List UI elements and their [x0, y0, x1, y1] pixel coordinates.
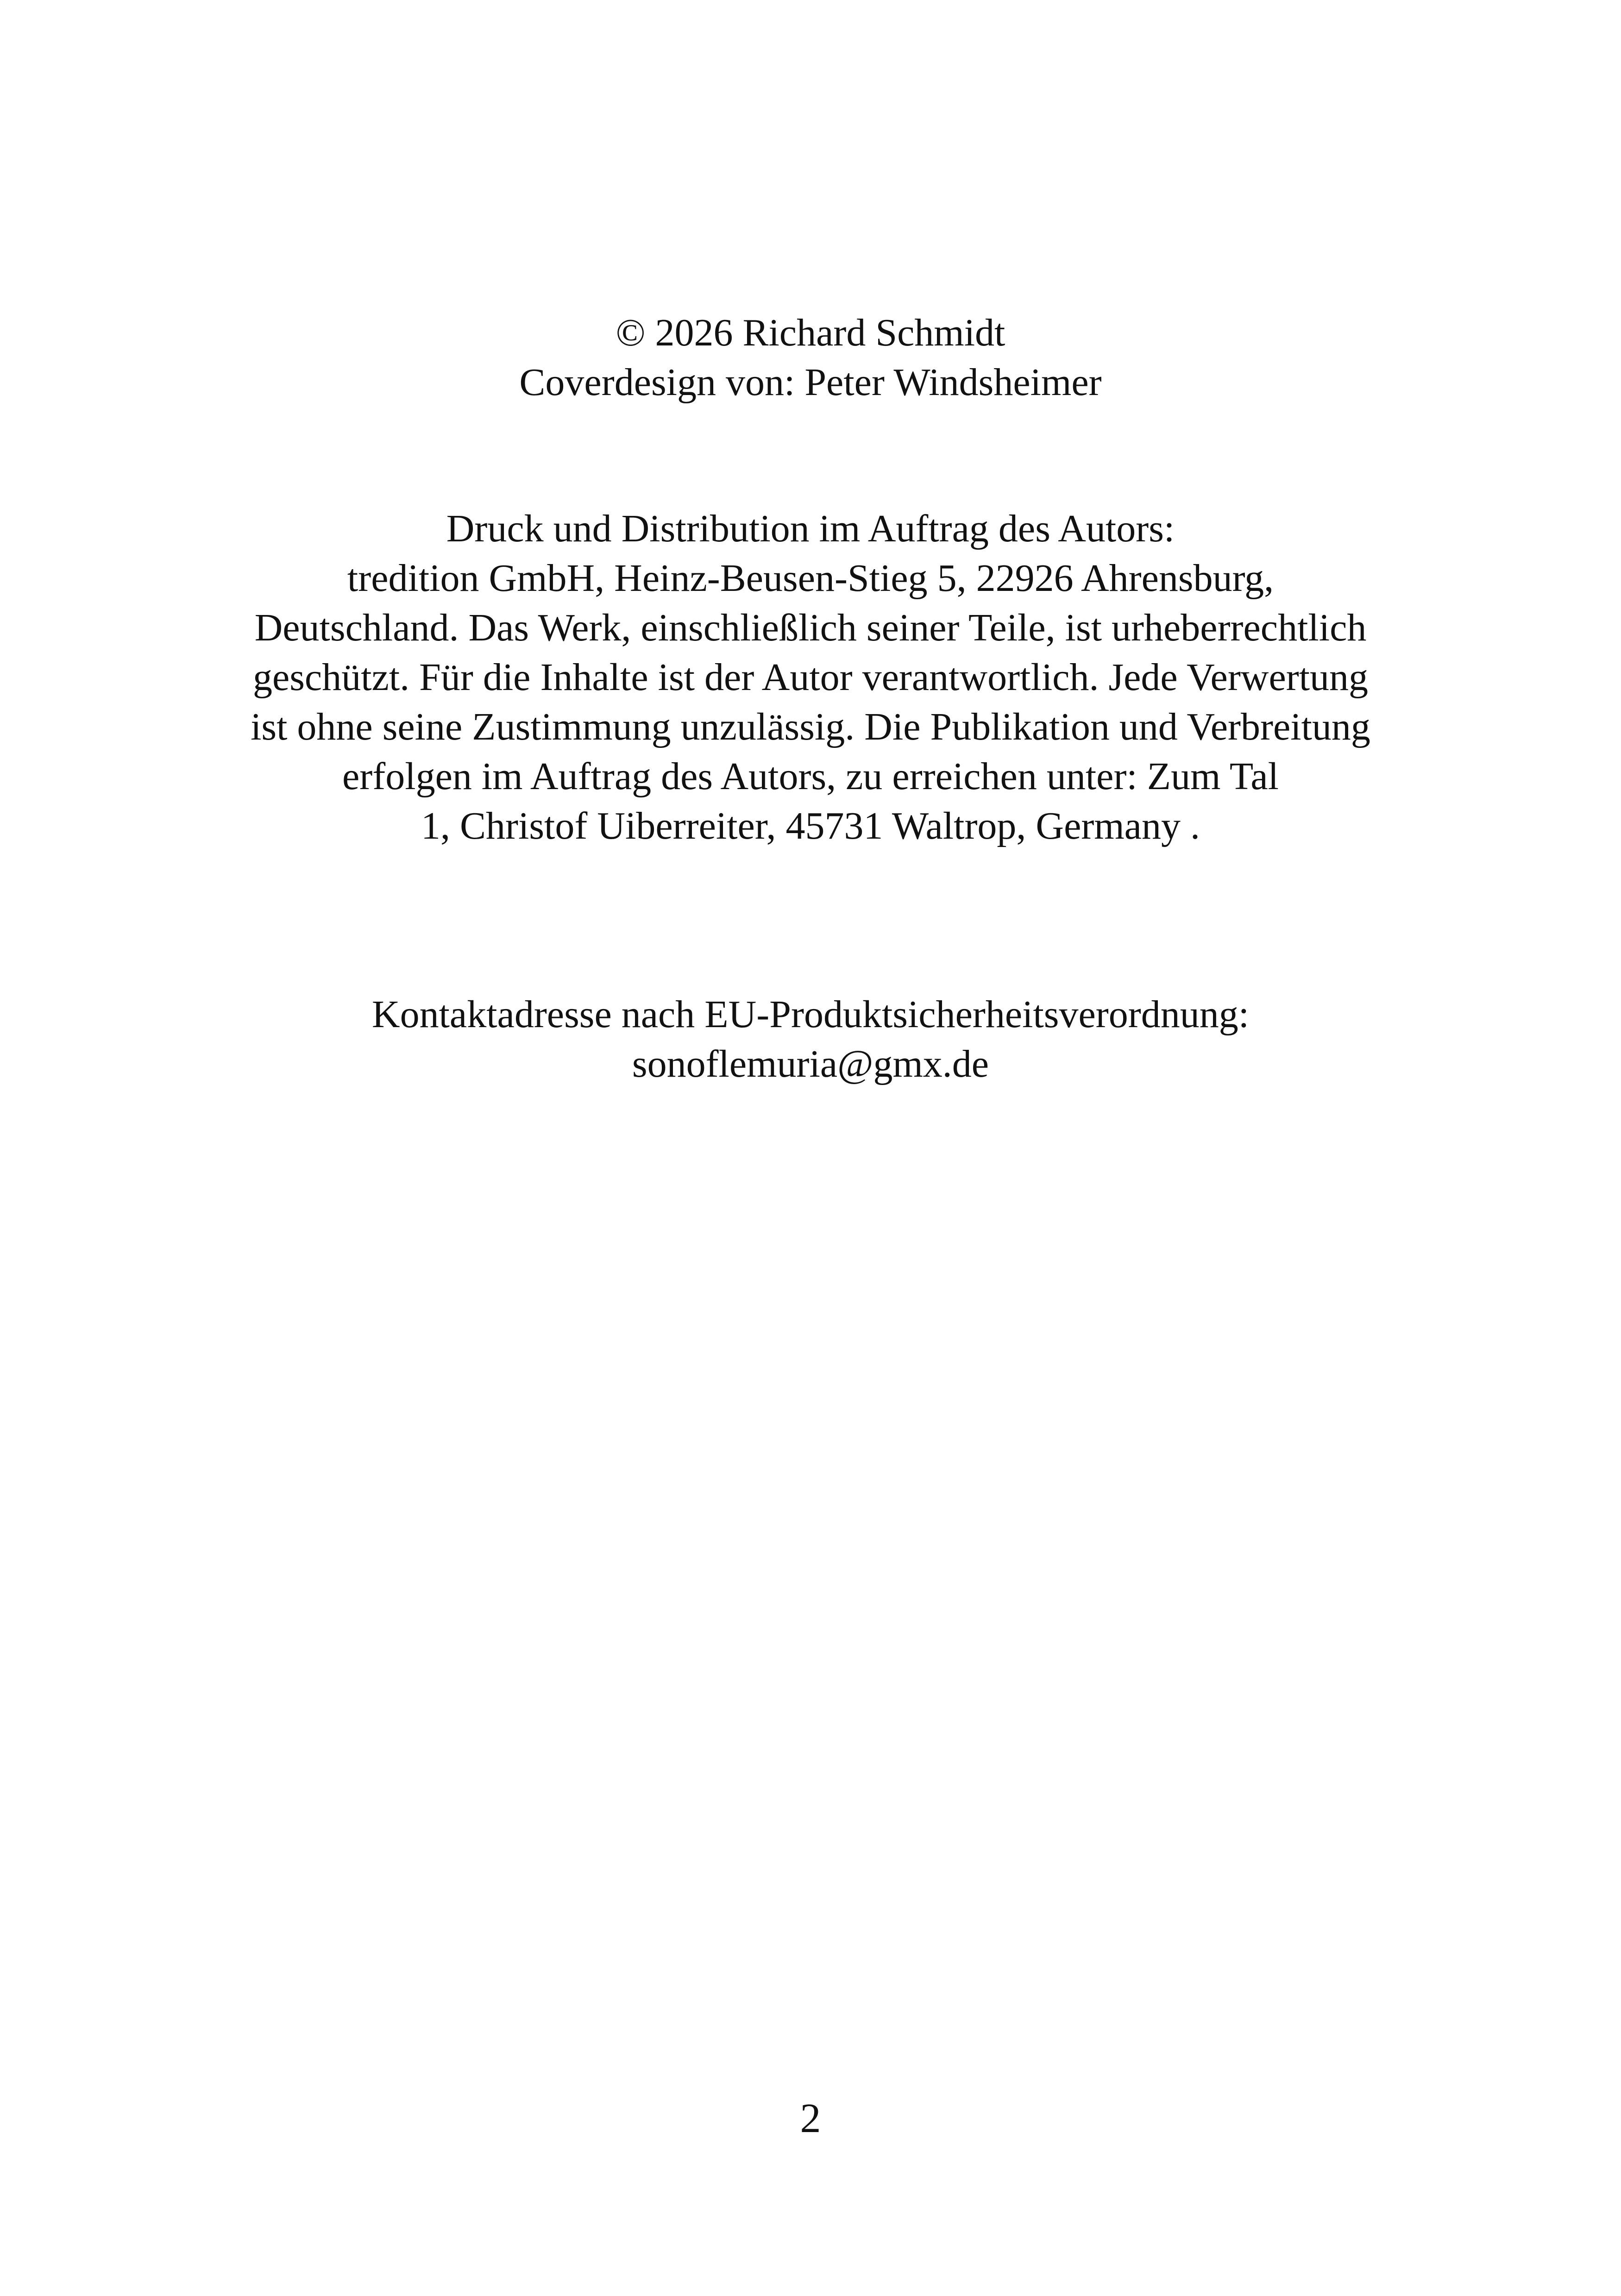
contact-email: sonoflemuria@gmx.de — [632, 1042, 989, 1085]
print-notice-line: Druck und Distribution im Auftrag des Autors: — [446, 507, 1175, 550]
page-number: 2 — [800, 2095, 821, 2141]
print-notice-line: ist ohne seine Zustimmung unzulässig. Die Publikation und Verbreitung — [251, 705, 1370, 748]
print-distribution-notice — [0, 504, 1621, 851]
copyright-notice — [0, 308, 1621, 407]
cover-design-credit: Coverdesign von: Peter Windsheimer — [519, 361, 1102, 404]
print-notice-line: tredition GmbH, Heinz-Beusen-Stieg 5, 22926 Ahrensburg, — [347, 557, 1274, 600]
copyright-line: © 2026 Richard Schmidt — [616, 311, 1005, 354]
contact-heading: Kontaktadresse nach EU-Produktsicherheitsverordnung: — [371, 993, 1250, 1036]
contact-address — [0, 990, 1621, 1089]
print-notice-line: geschützt. Für die Inhalte ist der Autor verantwortlich. Jede Verwertung — [252, 656, 1369, 699]
print-notice-line: Deutschland. Das Werk, einschließlich seiner Teile, ist urheberrechtlich — [254, 606, 1367, 649]
print-notice-line: 1, Christof Uiberreiter, 45731 Waltrop, Germany . — [421, 804, 1200, 847]
print-notice-line: erfolgen im Auftrag des Autors, zu erreichen unter: Zum Tal — [342, 755, 1279, 798]
